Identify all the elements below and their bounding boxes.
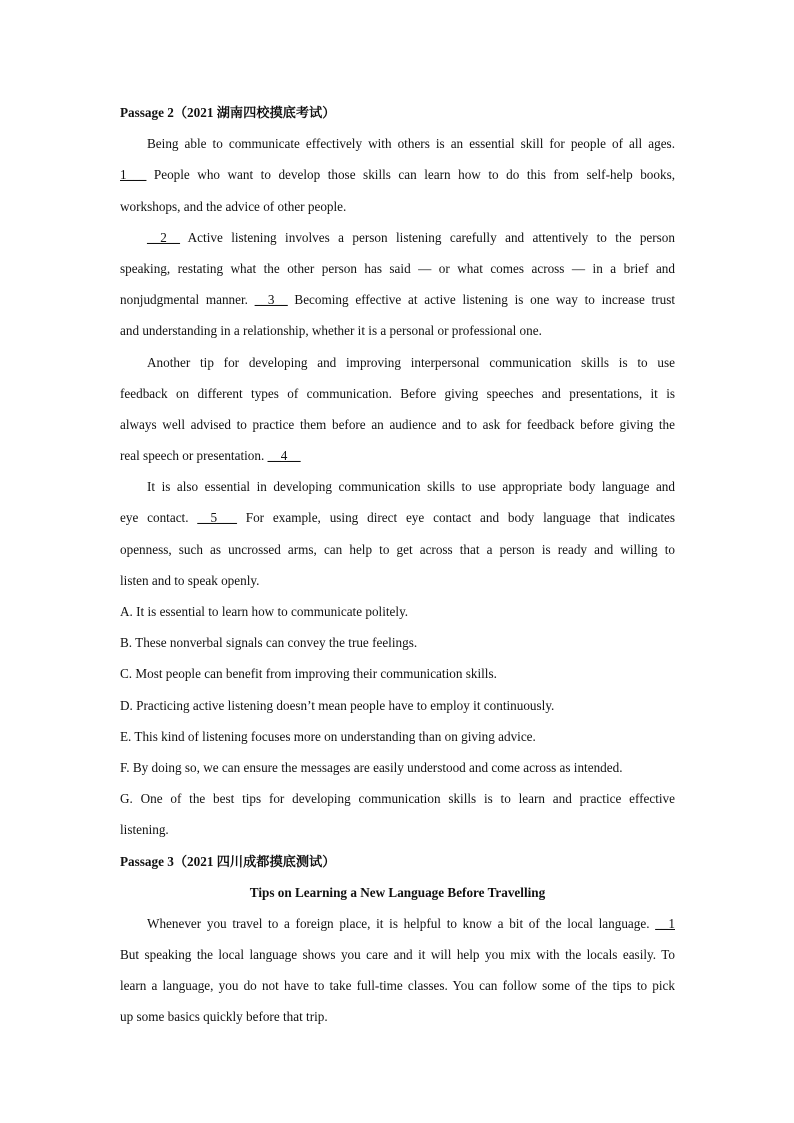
passage-2-paragraph-3-line-1: Another tip for developing and improving interpersonal communication skills is to use	[147, 354, 675, 370]
blank-1: 1___	[120, 167, 147, 183]
passage-2-paragraph-3-line-3: always well advised to practice them before an audience and to ask for feedback before giving the	[120, 416, 675, 432]
passage-2-paragraph-4-line-2	[120, 502, 675, 533]
passage-3-heading: Passage 3（2021 四川成都摸底测试）	[120, 853, 336, 869]
passage-2-paragraph-3-line-4	[120, 440, 675, 471]
passage-2-paragraph-4-line-3: openness, such as uncrossed arms, can help to get across that a person is ready and willing to	[120, 541, 675, 557]
blank-5: __5___	[197, 510, 237, 526]
passage-3-paragraph-1-line-2: But speaking the local language shows you care and it will help you mix with the locals easily. To	[120, 947, 675, 963]
line-text: nonjudgmental manner.	[120, 292, 255, 308]
option-a: A. It is essential to learn how to communicate politely.	[120, 604, 409, 619]
passage-3-paragraph-1-line-3: learn a language, you do not have to take full-time classes. You can follow some of the tips to pick	[120, 978, 675, 994]
option-d: D. Practicing active listening doesn’t mean people have to employ it continuously.	[120, 697, 555, 713]
passage-2-heading: Passage 2（2021 湖南四校摸底考试）	[120, 105, 336, 120]
option-g-line-2: listening.	[120, 822, 169, 838]
passage-2-paragraph-2-line-2: speaking, restating what the other person has said — or what comes across — in a brief and	[120, 260, 675, 276]
document-content	[120, 97, 675, 1033]
passage-3-paragraph-1-line-4: up some basics quickly before that trip.	[120, 1009, 328, 1025]
passage-3-title: Tips on Learning a New Language Before Travelling	[249, 884, 546, 900]
passage-2-paragraph-2-line-3	[120, 284, 675, 315]
option-c: C. Most people can benefit from improving their communication skills.	[120, 666, 497, 682]
passage-2-paragraph-1-line-1: Being able to communicate effectively with others is an essential skill for people of all ages.	[147, 136, 675, 152]
passage-2-paragraph-2-line-4: and understanding in a relationship, whether it is a personal or professional one.	[120, 323, 542, 339]
line-text: Whenever you travel to a foreign place, it is helpful to know a bit of the local language.	[147, 915, 656, 931]
passage-3-paragraph-1-line-1	[120, 908, 675, 939]
line-text: real speech or presentation.	[120, 448, 268, 464]
blank-2: __2__	[147, 229, 180, 245]
option-g-line-1: G. One of the best tips for developing communication skills is to learn and practice effective	[120, 791, 675, 807]
passage-2-paragraph-3-line-2: feedback on different types of communication. Before giving speeches and presentations, it is	[120, 385, 675, 401]
passage-2-paragraph-4-line-4: listen and to speak openly.	[120, 572, 260, 588]
passage-2-paragraph-4-line-1: It is also essential in developing communication skills to use appropriate body language and	[147, 479, 675, 495]
line-text: Active listening involves a person listening carefully and attentively to the person	[179, 229, 675, 245]
option-b: B. These nonverbal signals can convey the true feelings.	[120, 635, 418, 651]
option-f: F. By doing so, we can ensure the messages are easily understood and come across as intended.	[120, 759, 623, 775]
option-e: E. This kind of listening focuses more on understanding than on giving advice.	[120, 728, 536, 744]
passage-2-paragraph-2-line-1	[120, 222, 675, 253]
line-text: eye contact.	[120, 510, 198, 526]
line-text: Becoming effective at active listening is one way to increase trust	[287, 292, 675, 308]
blank-4: __4__	[267, 448, 301, 464]
passage-2-paragraph-1-line-2	[120, 159, 675, 190]
line-text: For example, using direct eye contact and body language that indicates	[236, 510, 675, 526]
blank-3: __3__	[254, 292, 288, 308]
passage-2-paragraph-1-line-3: workshops, and the advice of other people.	[120, 198, 347, 214]
blank-1: __1	[655, 915, 675, 931]
line-text: People who want to develop those skills can learn how to do this from self-help books,	[146, 167, 675, 183]
